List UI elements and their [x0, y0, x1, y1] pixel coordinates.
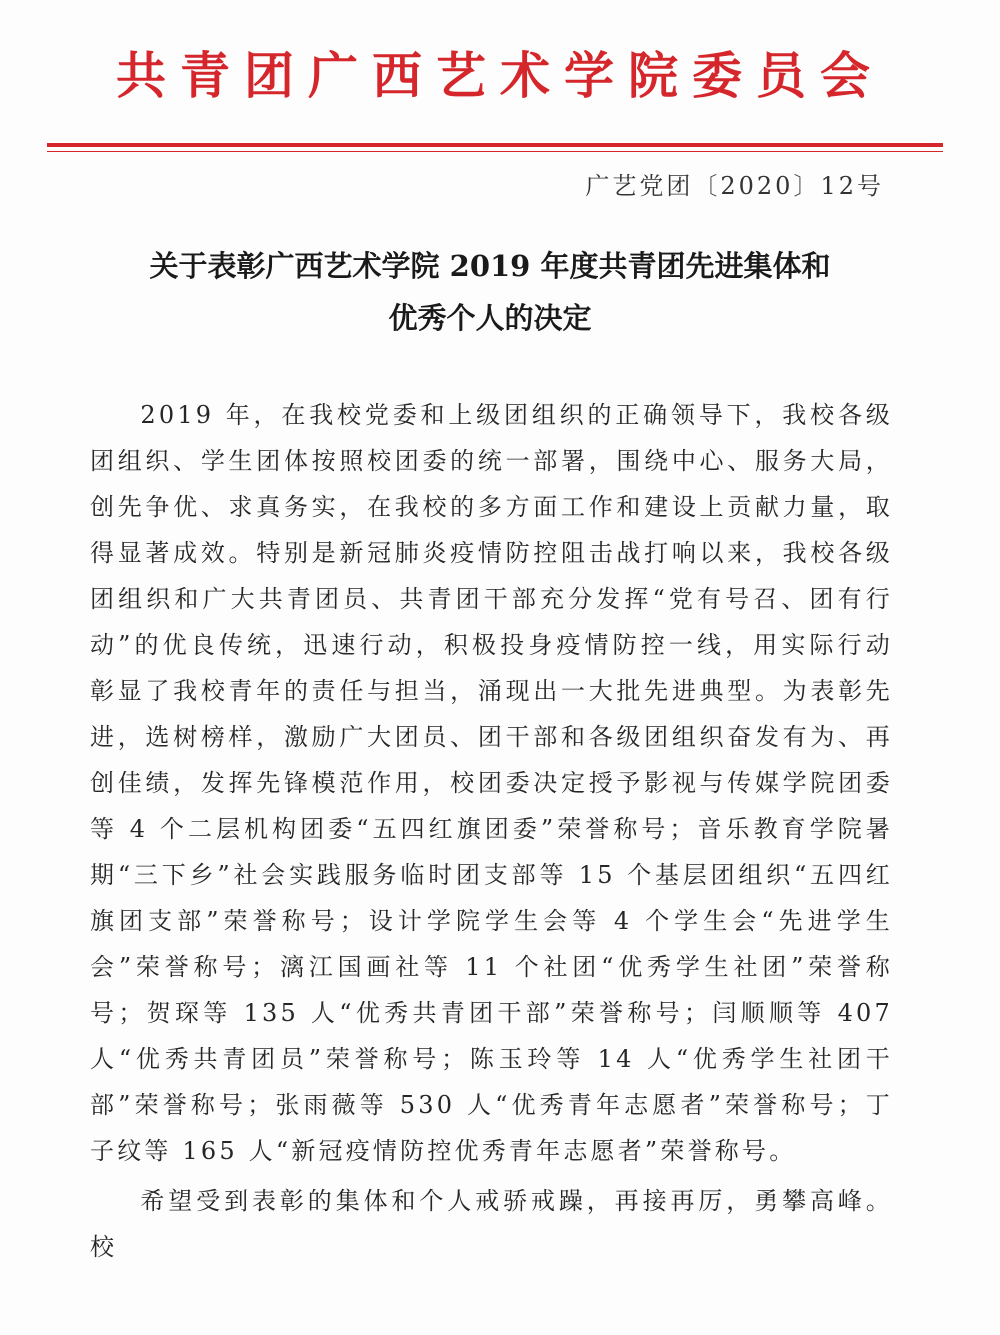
- body-paragraph-1: 2019 年，在我校党委和上级团组织的正确领导下，我校各级团组织、学生团体按照校团委的统一部署，围绕中心、服务大局，创先争优、求真务实，在我校的多方面工作和建设上贡献力量，取得显著成效。特别是新冠肺炎疫情防控阻击战打响以来，我校各级团组织和广大共青团员、共青团干部充分发挥“党有号召、团有行动”的优良传统，迅速行动，积极投身疫情防控一线，用实际行动彰显了我校青年的责任与担当，涌现出一大批先进典型。为表彰先进，选树榜样，激励广大团员、团干部和各级团组织奋发有为、再创佳绩，发挥先锋模范作用，校团委决定授予影视与传媒学院团委等 4 个二层机构团委“五四红旗团委”荣誉称号；音乐教育学院暑期“三下乡”社会实践服务临时团支部等 15 个基层团组织“五四红旗团支部”荣誉称号；设计学院学生会等 4 个学生会“先进学生会”荣誉称号；漓江国画社等 11 个社团“优秀学生社团”荣誉称号；贺琛等 135 人“优秀共青团干部”荣誉称号；闫顺顺等 407 人“优秀共青团员”荣誉称号；陈玉玲等 14 人“优秀学生社团干部”荣誉称号；张雨薇等 530 人“优秀青年志愿者”荣誉称号；丁子纹等 165 人“新冠疫情防控优秀青年志愿者”荣誉称号。: [90, 401, 893, 1165]
- red-divider-line: [47, 143, 943, 147]
- organization-header: 共青团广西艺术学院委员会: [116, 46, 884, 105]
- document-title-line-2: 优秀个人的决定: [388, 301, 592, 335]
- document-title-line-1: 关于表彰广西艺术学院 2019 年度共青团先进集体和: [149, 249, 831, 283]
- body-paragraph-2: 希望受到表彰的集体和个人戒骄戒躁，再接再厉，勇攀高峰。校: [90, 1187, 893, 1261]
- document-number: 广艺党团〔2020〕12号: [585, 172, 884, 200]
- document-title: [90, 240, 890, 344]
- document-body: [90, 392, 893, 1274]
